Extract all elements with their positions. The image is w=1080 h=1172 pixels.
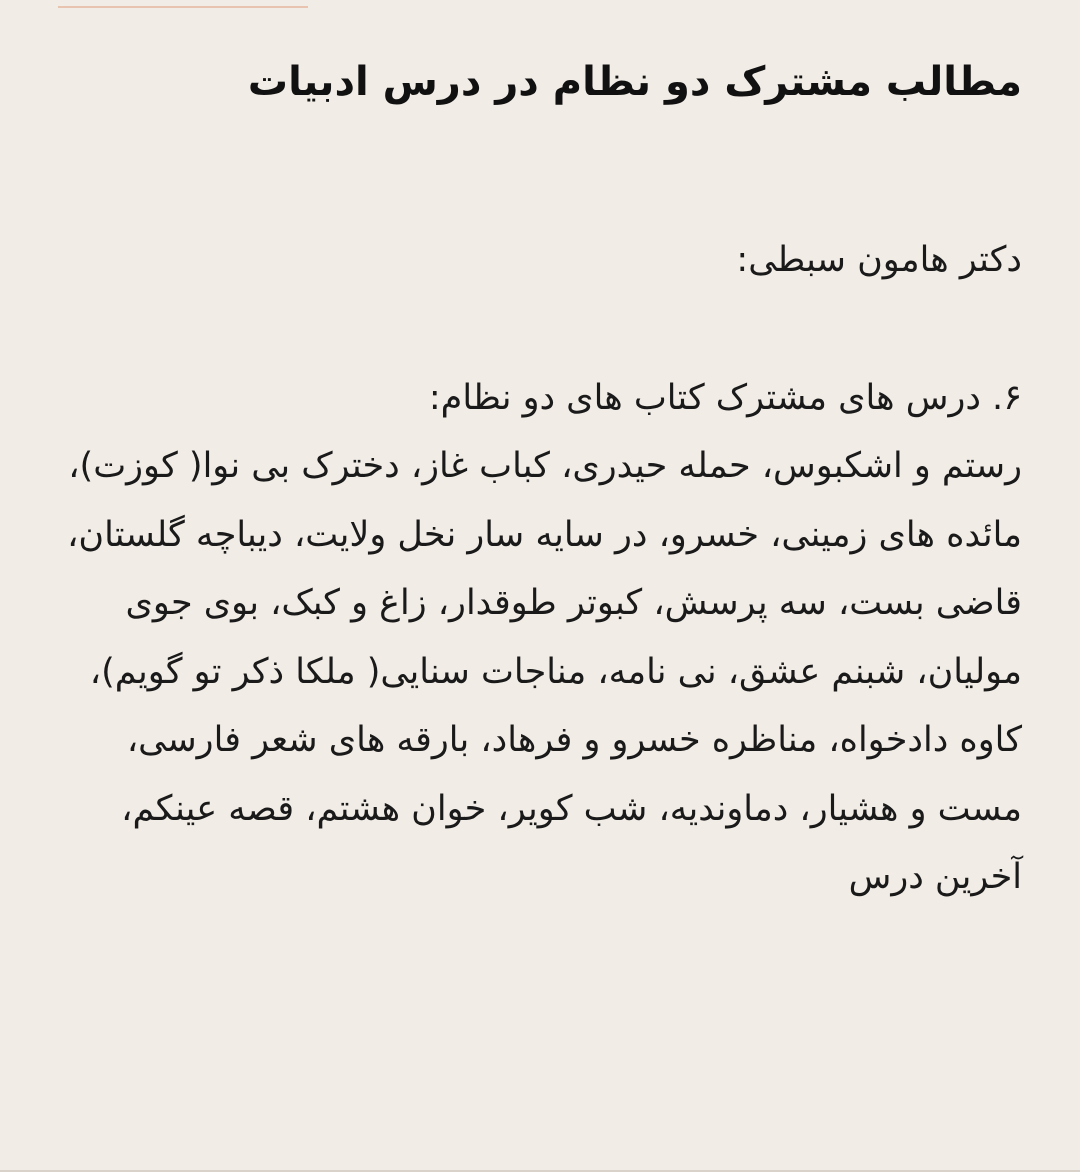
- page-title: مطالب مشترک دو نظام در درس ادبیات: [247, 59, 1022, 105]
- section-heading: ۶. درس های مشترک کتاب های دو نظام:: [428, 378, 1022, 418]
- author-line: دکتر هامون سبطی:: [736, 240, 1022, 280]
- lesson-list-paragraph: رستم و اشکبوس، حمله حیدری، کباب غاز، دخترک بی نوا( کوزت)، مائده های زمینی، خسرو، در سایه سار نخل ولایت، دیباچه گلستان، قاضی بست، سه پرسش، کبوتر طوقدار، زاغ و کبک، بوی جوی مولیان، شبنم عشق، نی نامه، مناجات سنایی( ملکا ذکر تو گویم)، کاوه دادخواه، مناظره خسرو و فرهاد، بارقه های شعر فارسی، مست و هشیار، دماوندیه، شب کویر، خوان هشتم، قصه عینکم، آخرین درس: [67, 446, 1022, 897]
